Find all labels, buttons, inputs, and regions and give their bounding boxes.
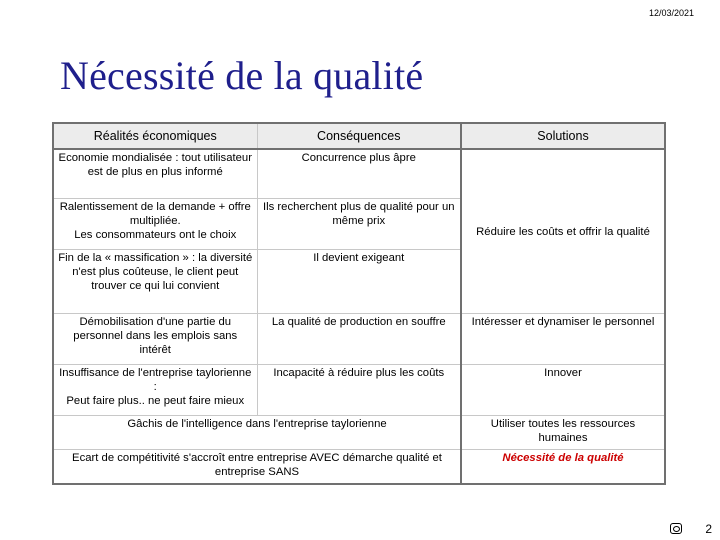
table-row [53,314,665,365]
cell-realite: Insuffisance de l'entreprise taylorienne : Peut faire plus.. ne peut faire mieux [53,365,257,416]
cell-solution: Innover [461,365,665,416]
cell-realite: Economie mondialisée : tout utilisateur est de plus en plus informé [53,149,257,199]
cell-realite-merged: Ecart de compétitivité s'accroît entre entreprise AVEC démarche qualité et entreprise SANS [53,450,461,484]
cell-consequence: Incapacité à réduire plus les coûts [257,365,461,416]
slide-title: Nécessité de la qualité [60,53,424,98]
logo-icon [670,523,682,534]
cell-consequence: Concurrence plus âpre [257,149,461,199]
cell-realite: Fin de la « massification » : la diversité n'est plus coûteuse, le client peut trouver ce qui lui convient [53,249,257,314]
cell-solution-highlight: Nécessité de la qualité [461,450,665,484]
cell-solution: Utiliser toutes les ressources humaines [461,415,665,449]
table-header-row [53,123,665,149]
slide-date: 12/03/2021 [648,8,694,18]
cell-realite: Ralentissement de la demande + offre multipliée. Les consommateurs ont le choix [53,199,257,250]
cell-realite: Démobilisation d'une partie du personnel dans les emplois sans intérêt [53,314,257,365]
cell-consequence: Ils recherchent plus de qualité pour un même prix [257,199,461,250]
cell-consequence: Il devient exigeant [257,249,461,314]
table-row [53,450,665,484]
cell-realite-merged: Gâchis de l'intelligence dans l'entreprise taylorienne [53,415,461,449]
quality-table [52,122,666,485]
header-consequences: Conséquences [257,123,461,149]
table-row [53,365,665,416]
header-solutions: Solutions [461,123,665,149]
cell-consequence: La qualité de production en souffre [257,314,461,365]
table-row [53,149,665,199]
header-realites: Réalités économiques [53,123,257,149]
cell-solution: Intéresser et dynamiser le personnel [461,314,665,365]
page-number: 2 [705,522,712,536]
cell-solution-merged: Réduire les coûts et offrir la qualité [461,149,665,314]
table-row [53,415,665,449]
